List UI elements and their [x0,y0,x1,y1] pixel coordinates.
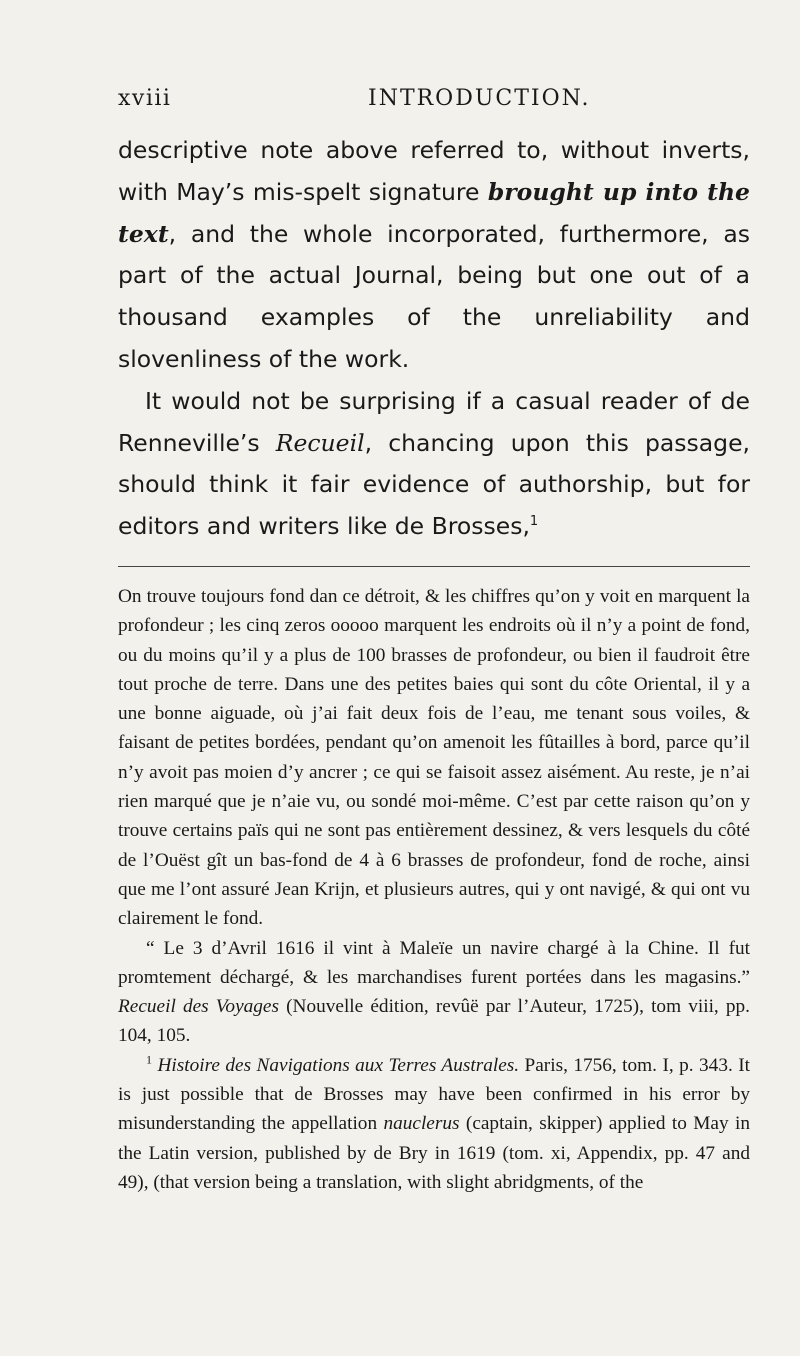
paragraph-2 [118,381,750,548]
note2-text-a: “ Le 3 d’Avril 1616 il vint à Maleïe un navire chargé à la Chine. Il fut promtement déchargé, & les marchandises furent portées dans les magasins.” [118,937,750,988]
p1-text-b: , and the whole incorporated, furthermore, as part of the actual Journal, being but one out of a thousand examples of the unreliability and slovenliness of the work. [118,219,750,373]
footnote-ref-1: 1 [529,514,539,530]
note-quote-1: On trouve toujours fond dan ce détroit, & les chiffres qu’on y voit en marquent la profondeur ; les cinq zeros ooooo marquent les endroits où il n’y a point de fond, ou du moins qu’il y a plus de 100 brasses de profondeur, ou bien il faudroit être tout proche de terre. Dans une des petites baies qui sont du côte Oriental, il y a une bonne aiguade, où j’ai fait deux fois de l’eau, me tenant sous voiles, & faisant de petites bordées, pendant qu’on amenoit les fûtailles à bord, parce qu’il n’y avoit pas moien d’y ancrer ; ce qui se faisoit assez aisément. Au reste, je n’ai rien marqué que je n’aie vu, ou sondé moi-même. C’est par cette raison qu’on y trouve certains païs qui ne sont pas entièrement dessinez, & vers lesquels du côté de l’Ouëst gît un bas-fond de 4 à 6 brasses de profondeur, fond de roche, ainsi que me l’ont assuré Jean Krijn, et plusieurs autres, qui y ont navigé, & qui ont vu clairement le fond. [118,585,750,930]
note-quote-2 [118,934,750,1051]
footnote-rule [118,566,750,567]
note2-italic-title: Recueil des Voyages [118,996,279,1018]
p1-text-a: descriptive note above referred to, without inverts, with May’s mis-spelt signature [118,136,750,206]
footnote-1-text-b: (captain, skipper) applied to May in the Latin version, published by de Bry in 1619 (tom. xi, Appendix, pp. 47 and 49), (that version being a translation, with slight abridgments, of the [118,1113,750,1193]
body-text [118,130,750,548]
page-header [118,86,750,122]
footnote-1-italic-term: nauclerus [383,1113,460,1135]
footnote-1-italic-title: Histoire des Navigations aux Terres Australes. [157,1054,520,1076]
p1-italic-signature: brought up into the text [118,177,750,248]
footnote-1-text-a: Paris, 1756, tom. I, p. 343. It is just possible that de Brosses may have been confirmed in his error by misunderstanding the appellation [118,1054,750,1135]
running-head: INTRODUCTION. [368,86,591,111]
footnote-1-mark: 1 [146,1052,152,1067]
p2-italic-title: Recueil [275,428,365,457]
paragraph-1 [118,130,750,381]
p2-text-b: , chancing upon this passage, should think it fair evidence of authorship, but for editors and writers like de Brosses, [118,428,750,541]
page-number: xviii [118,86,172,111]
footnotes [118,582,750,1197]
footnote-1 [118,1051,750,1197]
note2-text-b: (Nouvelle édition, revûë par l’Auteur, 1725), tom viii, pp. 104, 105. [118,996,750,1047]
book-page [118,86,750,1197]
p2-text-a: It would not be surprising if a casual reader of de Renneville’s [118,386,750,457]
